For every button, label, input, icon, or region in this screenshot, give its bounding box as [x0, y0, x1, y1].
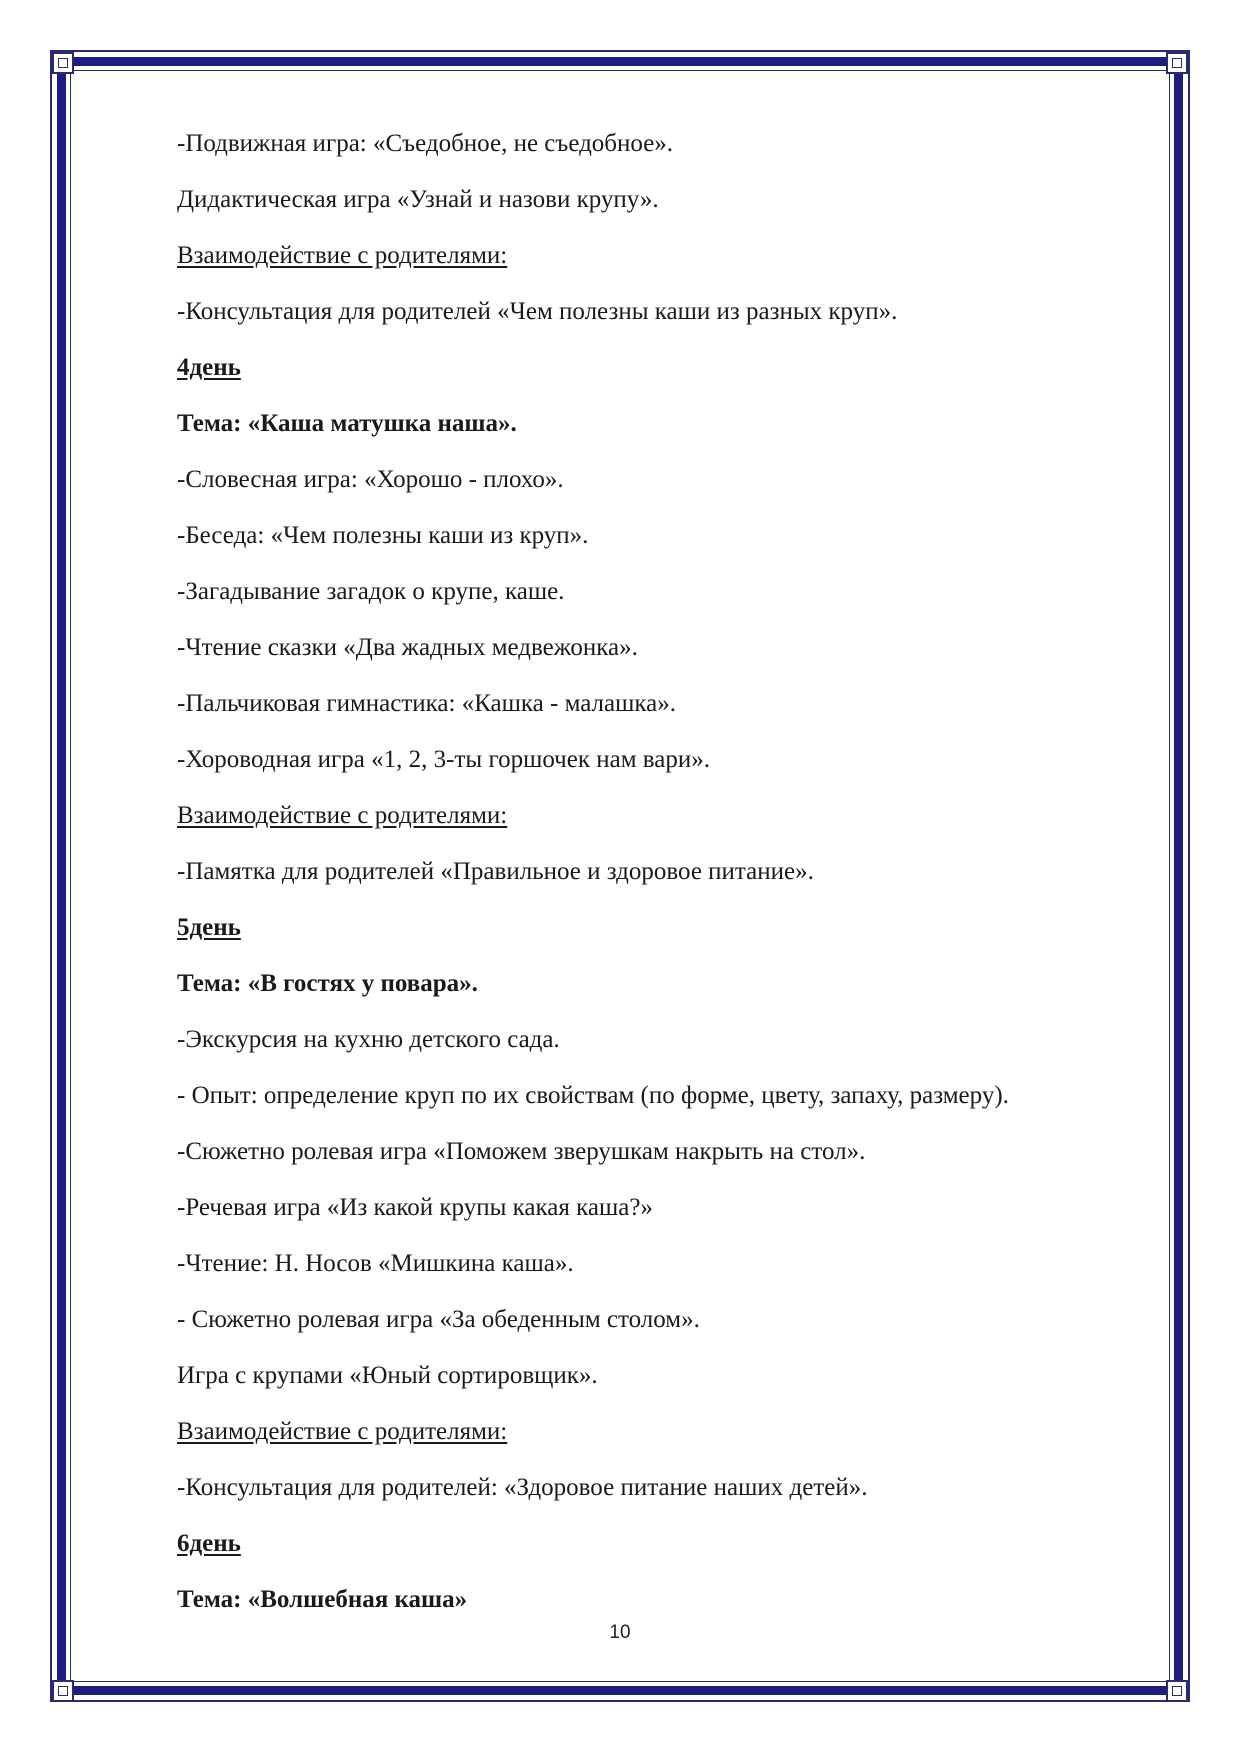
- activity-line: -Сюжетно ролевая игра «Поможем зверушкам накрыть на стол».: [177, 1138, 866, 1165]
- day-heading: 5день: [177, 914, 241, 941]
- activity-line: -Памятка для родителей «Правильное и здоровое питание».: [177, 858, 814, 885]
- activity-line: -Подвижная игра: «Съедобное, не съедобное».: [177, 130, 674, 157]
- page-number: 10: [609, 1622, 631, 1643]
- topic-heading: Тема: «Каша матушка наша».: [177, 410, 517, 437]
- frame-corner-ornament: [52, 52, 74, 74]
- activity-line: -Загадывание загадок о крупе, каше.: [177, 578, 565, 605]
- frame-corner-ornament: [52, 1680, 74, 1702]
- activity-line: -Чтение сказки «Два жадных медвежонка».: [177, 634, 638, 661]
- activity-line: -Чтение: Н. Носов «Мишкина каша».: [177, 1250, 574, 1277]
- activity-line: - Сюжетно ролевая игра «За обеденным столом».: [177, 1306, 700, 1333]
- topic-heading: Тема: «Волшебная каша»: [177, 1586, 468, 1613]
- activity-line: -Хороводная игра «1, 2, 3-ты горшочек нам вари».: [177, 746, 710, 773]
- parents-section-heading: Взаимодействие с родителями:: [177, 1418, 508, 1445]
- parents-section-heading: Взаимодействие с родителями:: [177, 802, 508, 829]
- page-content: [177, 116, 1167, 1628]
- frame-corner-ornament: [1166, 1680, 1188, 1702]
- activity-line: -Экскурсия на кухню детского сада.: [177, 1026, 560, 1053]
- topic-heading: Тема: «В гостях у повара».: [177, 970, 478, 997]
- activity-line: -Словесная игра: «Хорошо - плохо».: [177, 466, 564, 493]
- activity-line: -Консультация для родителей «Чем полезны каши из разных круп».: [177, 298, 898, 325]
- activity-line: - Опыт: определение круп по их свойствам (по форме, цвету, запаху, размеру).: [177, 1082, 1009, 1109]
- frame-corner-ornament: [1166, 52, 1188, 74]
- day-heading: 4день: [177, 354, 241, 381]
- activity-line: -Речевая игра «Из какой крупы какая каша?»: [177, 1194, 653, 1221]
- parents-section-heading: Взаимодействие с родителями:: [177, 242, 508, 269]
- activity-line: Игра с крупами «Юный сортировщик».: [177, 1362, 598, 1389]
- activity-line: -Консультация для родителей: «Здоровое питание наших детей».: [177, 1474, 868, 1501]
- day-heading: 6день: [177, 1530, 241, 1557]
- activity-line: Дидактическая игра «Узнай и назови крупу».: [177, 186, 659, 213]
- activity-line: -Беседа: «Чем полезны каши из круп».: [177, 522, 589, 549]
- activity-line: -Пальчиковая гимнастика: «Кашка - малашка».: [177, 690, 676, 717]
